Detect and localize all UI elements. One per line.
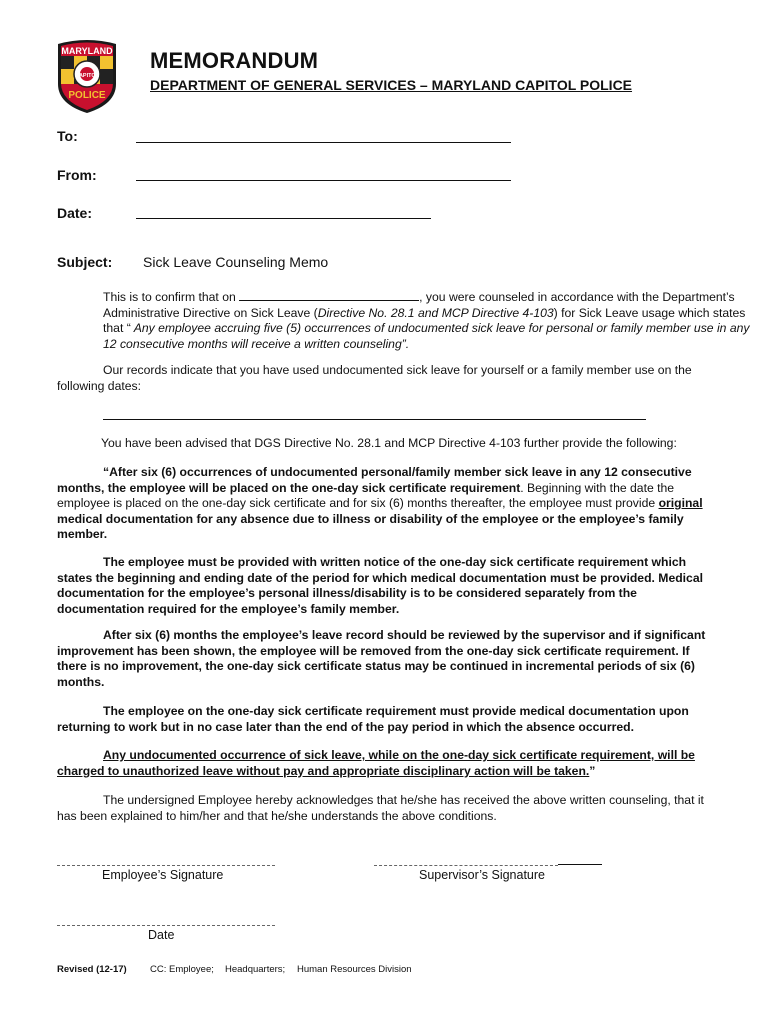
cc-hr: Human Resources Division <box>297 964 412 975</box>
logo-top-text: MARYLAND <box>61 46 113 56</box>
p1-after-directive: ) for Sick Leave usage which states that “ <box>103 305 746 336</box>
memo-title: MEMORANDUM <box>150 48 319 73</box>
employee-signature-label: Employee’s Signature <box>102 868 224 882</box>
date-label: Date: <box>57 205 93 221</box>
supervisor-signature-line-end <box>558 864 602 865</box>
confirmation-paragraph <box>57 289 755 352</box>
policy-block-1 <box>57 465 709 543</box>
counsel-date-field[interactable] <box>239 289 419 301</box>
policy-block-2: The employee must be provided with written notice of the one-day sick certificate requirement which states the beginning and ending date of the period for which medical documentation must be provided. Medical documentation for the employee’s personal illness/disability is to be considered separately from the documentation required for the employee’s family member. <box>57 555 704 616</box>
dates-field[interactable] <box>103 419 646 420</box>
to-label: To: <box>57 128 78 144</box>
to-field[interactable] <box>136 142 511 143</box>
p1-middle: , you were counseled in accordance with the Department’s Administrative Directive on Sick Leave ( <box>103 290 735 320</box>
maryland-capitol-police-logo <box>54 38 120 114</box>
policy-block-5-text: Any undocumented occurrence of sick leave, while on the one-day sick certificate requirement, will be charged to unauthorized leave without pay and appropriate disciplinary action will be taken. <box>57 748 695 778</box>
from-field[interactable] <box>136 180 511 181</box>
policy-block-1-original: original <box>658 496 703 511</box>
date-signature-line[interactable] <box>57 925 275 926</box>
subject-text: Sick Leave Counseling Memo <box>143 254 329 270</box>
supervisor-signature-label: Supervisor’s Signature <box>419 868 545 882</box>
employee-signature-line[interactable] <box>57 865 275 866</box>
supervisor-signature-line[interactable] <box>374 865 558 866</box>
logo-seal-text: CAPITOL <box>74 73 100 79</box>
policy-block-4: The employee on the one-day sick certificate requirement must provide medical documentation upon returning to work but in no case later than the end of the pay period in which the absence occurred. <box>57 704 689 734</box>
cc-employee: CC: Employee; <box>150 964 214 975</box>
acknowledgement-paragraph: The undersigned Employee hereby acknowledges that he/she has received the above written counseling, that it has been explained to him/her and that he/she understands the above conditions. <box>57 793 704 823</box>
records-paragraph: Our records indicate that you have used undocumented sick leave for yourself or a family member use on the following dates: <box>57 363 692 393</box>
advised-paragraph: You have been advised that DGS Directive No. 28.1 and MCP Directive 4-103 further provide the following: <box>101 436 677 450</box>
department-heading: DEPARTMENT OF GENERAL SERVICES – MARYLAND CAPITOL POLICE <box>150 77 633 93</box>
p1-start: This is to confirm that on <box>103 290 240 304</box>
policy-block-1-a: “After six (6) occurrences of undocumented personal/family member sick leave in any 12 consecutive months, the employee will be placed on the one-day sick certificate requirement <box>57 465 692 495</box>
policy-block-5 <box>57 748 709 779</box>
cc-headquarters: Headquarters; <box>225 964 286 975</box>
p1-directive: Directive No. 28.1 and MCP Directive 4-103 <box>317 305 554 320</box>
policy-block-3: After six (6) months the employee’s leave record should be reviewed by the supervisor and if significant improvement has been shown, the employee will be removed from the one-day sick certificate requirement. If there is no improvement, the one-day sick certificate status may be continued in incremental periods of six (6) months. <box>57 628 706 689</box>
policy-block-1-c: medical documentation for any absence due to illness or disability of the employee or the employee’s family member. <box>57 511 684 542</box>
logo-bottom-text: POLICE <box>68 90 106 101</box>
from-label: From: <box>57 167 97 183</box>
p1-quote: Any employee accruing five (5) occurrences of undocumented sick leave for personal or family member use in any 12 consecutive months will receive a written counseling”. <box>103 321 750 351</box>
date-signature-label: Date <box>148 928 175 942</box>
policy-block-5-end: ” <box>589 763 596 778</box>
subject-label: Subject: <box>57 254 113 270</box>
policy-block-1-b: . Beginning with the date the employee is placed on the one-day sick certificate and for six (6) months thereafter, the employee must provide <box>57 480 675 511</box>
date-field[interactable] <box>136 218 431 219</box>
revised-note: Revised (12-17) <box>57 964 127 975</box>
